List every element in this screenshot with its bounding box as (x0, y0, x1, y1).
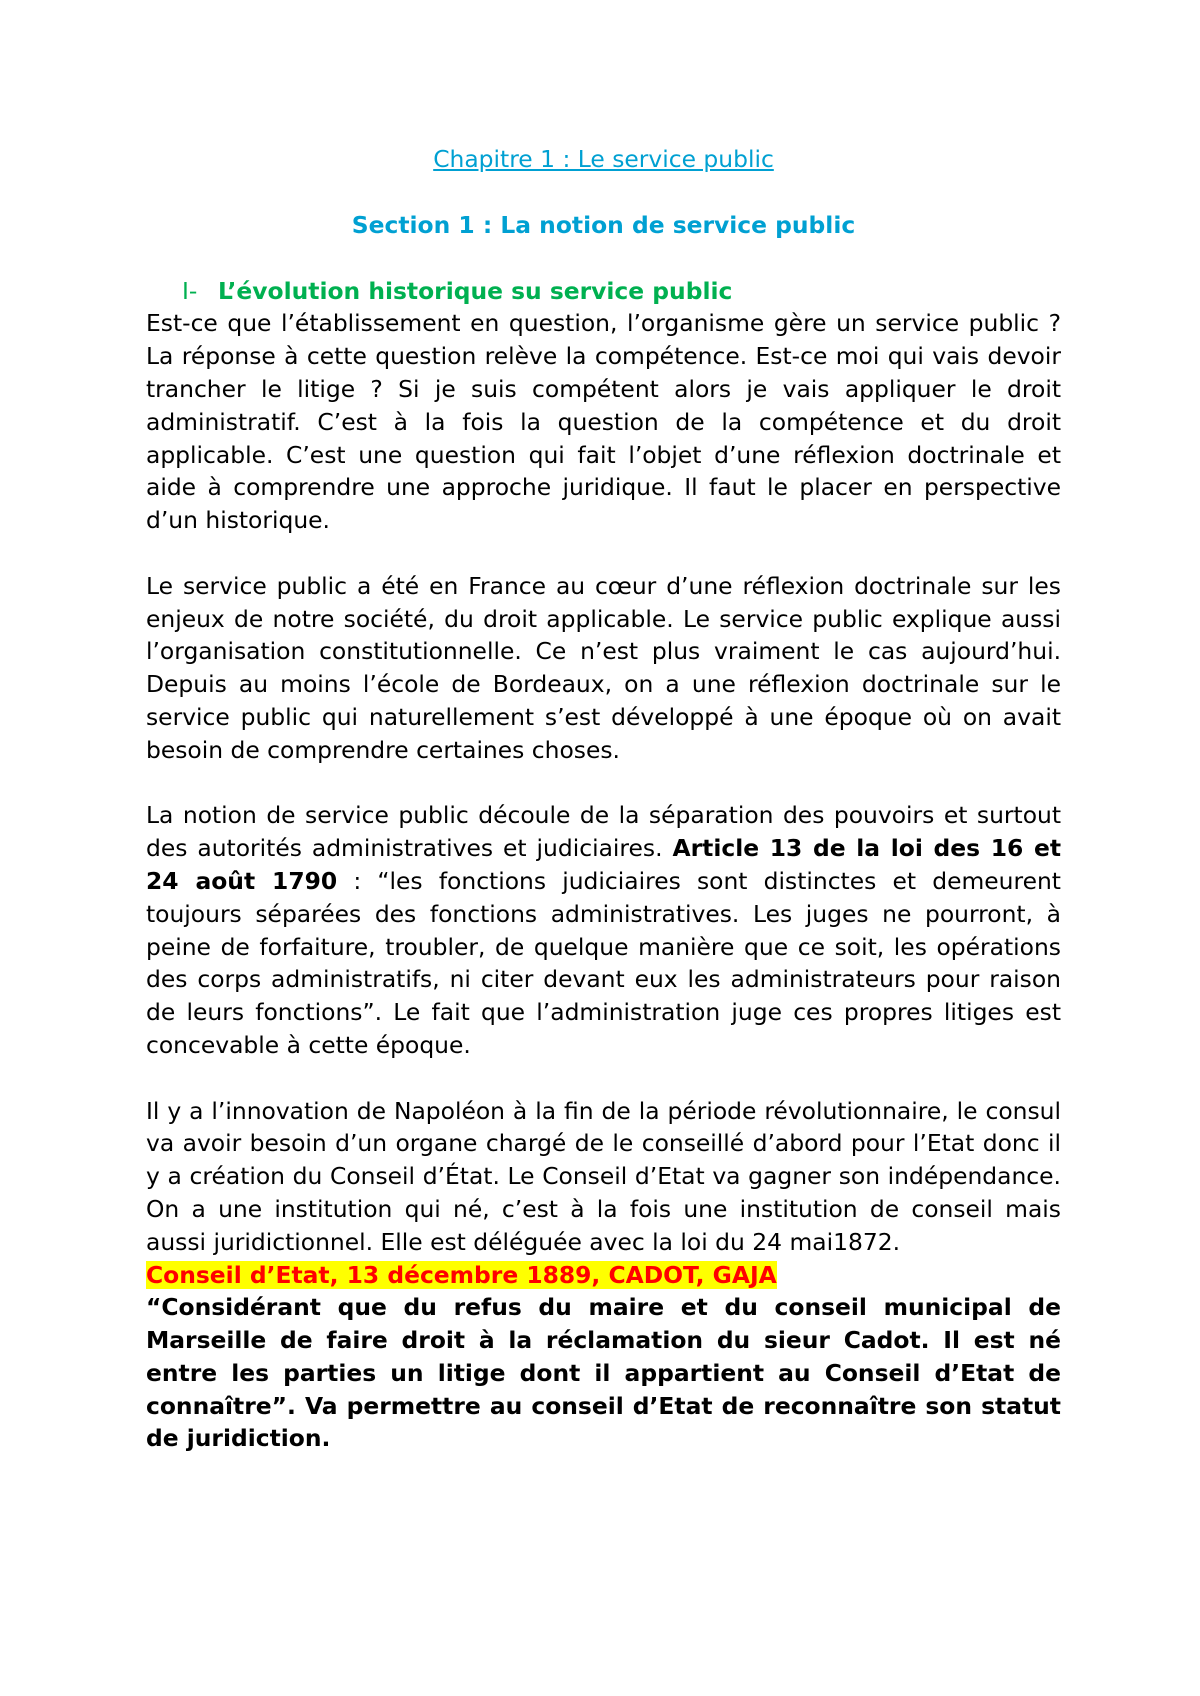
section-title: Section 1 : La notion de service public (351, 210, 856, 239)
subsection-heading (146, 275, 1061, 308)
paragraph-spacer (146, 767, 1061, 800)
paragraph-3 (146, 799, 1061, 1061)
paragraph-spacer (146, 1062, 1061, 1095)
heading-numeral: I- (182, 276, 198, 305)
chapter-title: Chapitre 1 : Le service public (433, 145, 774, 173)
document-body (146, 143, 1061, 1455)
case-quote: “Considérant que du refus du maire et du conseil municipal de Marseille de faire droit à la réclamation du sieur Cadot. Il est né entre les parties un litige dont il appartient au Conseil d’Etat de connaître”. Va permettre au conseil d’Etat de reconnaître son statut de juridiction. (146, 1293, 1061, 1453)
paragraph-3-start: La notion de service public découle de la séparation des pouvoirs et surtout des autorités administratives et judiciaires. (146, 801, 1061, 863)
case-reference: Conseil d’Etat, 13 décembre 1889, CADOT, GAJA (146, 1260, 777, 1289)
paragraph-2: Le service public a été en France au cœur d’une réflexion doctrinale sur les enjeux de notre société, du droit applicable. Le service public explique aussi l’organisation constitutionnelle. Ce n’est plus vraiment le cas aujourd’hui. Depuis au moins l’école de Bordeaux, on a une réflexion doctrinale sur le service public qui naturellement s’est développé à une époque où on avait besoin de comprendre certaines choses. (146, 571, 1061, 764)
law-reference: Article 13 de la loi des 16 et 24 août 1790 (146, 834, 1061, 895)
case-reference-line (146, 1259, 1061, 1292)
heading-text: L’évolution historique su service public (218, 276, 733, 305)
paragraph-1: Est-ce que l’établissement en question, l’organisme gère un service public ? La réponse à cette question relève la compétence. Est-ce moi qui vais devoir trancher le litige ? Si je suis compétent alors je vais appliquer le droit administratif. C’est à la fois la question de la compétence et du droit applicable. C’est une question qui fait l’objet d’une réflexion doctrinale et aide à comprendre une approche juridique. Il faut le placer en perspective d’un historique. (146, 309, 1061, 535)
paragraph-4: Il y a l’innovation de Napoléon à la fin de la période révolutionnaire, le consul va avoir besoin d’un organe chargé de le conseillé d’abord pour l’Etat donc il y a création du Conseil d’État. Le Conseil d’Etat va gagner son indépendance. On a une institution qui né, c’est à la fois une institution de conseil mais aussi juridictionnel. Elle est déléguée avec la loi du 24 mai1872. (146, 1096, 1061, 1256)
paragraph-spacer (146, 537, 1061, 570)
paragraph-3-end: : “les fonctions judiciaires sont distinctes et demeurent toujours séparées des fonctions administratives. Les juges ne pourront, à peine de forfaiture, troubler, de quelque manière que ce soit, les opérations des corps administratifs, ni citer devant eux les administrateurs pour raison de leurs fonctions”. Le fait que l’administration juge ces propres litiges est concevable à cette époque. (146, 866, 1061, 1059)
